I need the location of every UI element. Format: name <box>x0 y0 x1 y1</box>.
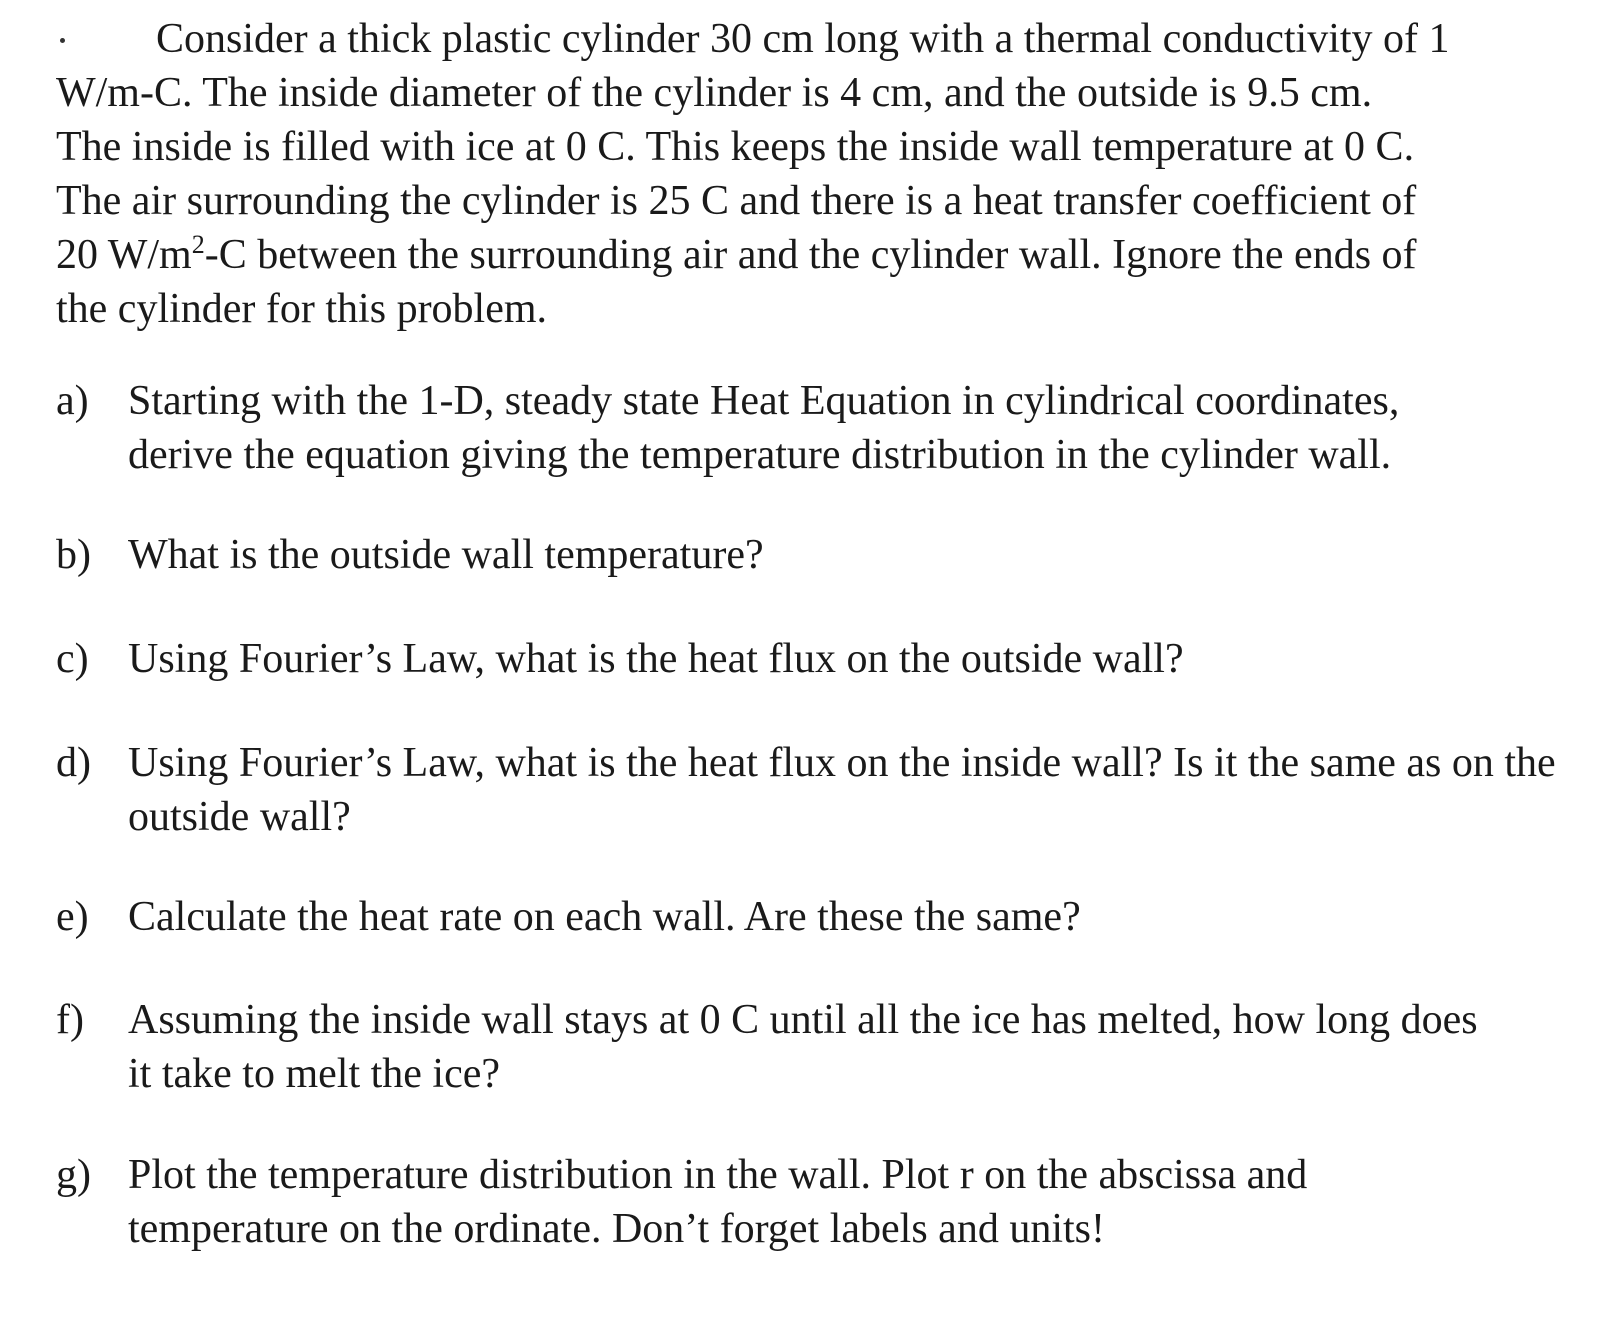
question-text: Plot the temperature distribution in the wall. Plot r on the abscissa and temperature on the ordinate. Don’t forget labels and units! <box>128 1152 1308 1252</box>
intro-line-5-post: -C between the surrounding air and the cylinder wall. Ignore the ends of <box>204 232 1417 278</box>
question-text: Assuming the inside wall stays at 0 C until all the ice has melted, how long does it take to melt the ice? <box>128 997 1478 1097</box>
intro-line-5-pre: 20 W/m <box>56 232 192 278</box>
intro-line-2: W/m-C. The inside diameter of the cylinder is 4 cm, and the outside is 9.5 cm. <box>56 70 1373 116</box>
question-g <box>56 1148 1436 1256</box>
question-label: c) <box>56 636 89 682</box>
squared-superscript: 2 <box>191 230 205 259</box>
question-text: Starting with the 1-D, steady state Heat Equation in cylindrical coordinates, derive the equation giving the temperature distribution in the cylinder wall. <box>128 378 1400 478</box>
question-f <box>56 993 1496 1101</box>
question-text: What is the outside wall temperature? <box>128 532 764 578</box>
question-label: d) <box>56 740 91 786</box>
question-label: g) <box>56 1152 91 1198</box>
question-e <box>56 890 1604 944</box>
question-label: a) <box>56 378 89 424</box>
question-label: e) <box>56 894 89 940</box>
question-a <box>56 374 1476 482</box>
question-text: Using Fourier’s Law, what is the heat flux on the outside wall? <box>128 636 1184 682</box>
question-text: Calculate the heat rate on each wall. Are these the same? <box>128 894 1081 940</box>
intro-line-3: The inside is filled with ice at 0 C. This keeps the inside wall temperature at 0 C. <box>56 124 1415 170</box>
intro-line-5 <box>56 232 1417 278</box>
question-label: b) <box>56 532 91 578</box>
intro-line-1: Consider a thick plastic cylinder 30 cm long with a thermal conductivity of 1 <box>156 16 1450 62</box>
question-c <box>56 632 1604 686</box>
problem-statement <box>56 12 1604 336</box>
question-d <box>56 736 1556 844</box>
intro-line-6: the cylinder for this problem. <box>56 286 548 332</box>
question-b <box>56 528 1604 582</box>
question-label: f) <box>56 997 84 1043</box>
question-text: Using Fourier’s Law, what is the heat flux on the inside wall? Is it the same as on the outside wall? <box>128 740 1556 840</box>
intro-line-4: The air surrounding the cylinder is 25 C and there is a heat transfer coefficient of <box>56 178 1417 224</box>
